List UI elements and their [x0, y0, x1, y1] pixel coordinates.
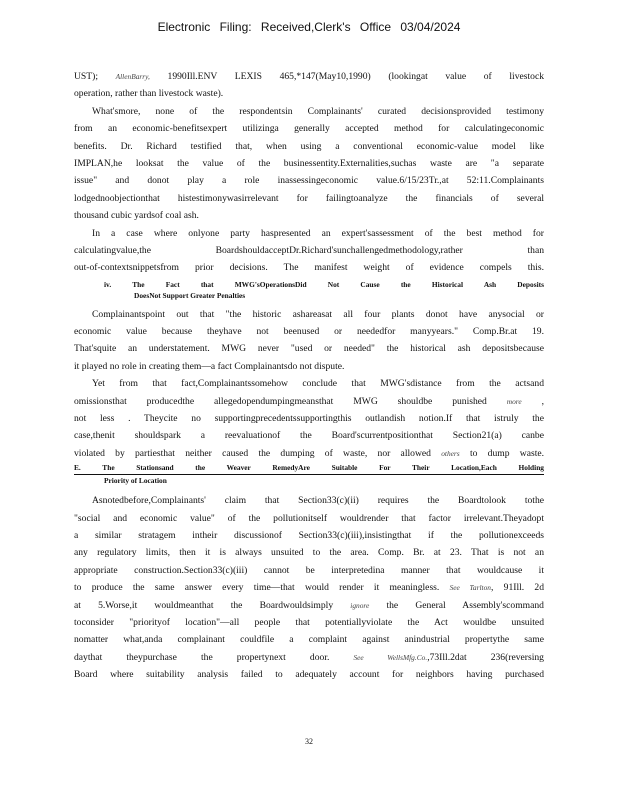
- text-line: not less . Theycite no supportingprecedentssupportingthis outlandish notion.If that istruly the: [74, 413, 544, 425]
- heading-line: iv. The Fact that MWG'sOperationsDid Not Cause the Historical Ash Deposits: [104, 279, 544, 289]
- paragraph-distance-from-acts: [74, 375, 544, 462]
- emphasis-text: more: [506, 396, 522, 406]
- heading-line: Priority of Location: [104, 476, 167, 486]
- filing-stamp-header: Electronic Filing: Received,Clerk's Office 03/04/2024: [157, 20, 461, 34]
- text-line: Complainantspoint out that "the historic ashareasat all four plants donot have anysocial or: [92, 308, 544, 320]
- text-line: any regulatory limits, then it is always unsuited to the area. Comp. Br. at 23. That is not an: [74, 547, 544, 559]
- page-number: 32: [305, 737, 313, 746]
- text-line: benefits. Dr. Richard testified that, when using a conventional economic-value model like: [74, 140, 544, 152]
- text-line: "social and economic value" of the pollutionitself wouldrender that factor irrelevant.Theyadopt: [74, 512, 544, 524]
- text-line: IMPLAN,he looksat the value of the businessentity.Externalities,suchas waste are "a separate: [74, 157, 544, 169]
- text-line: case,thenit shouldspark a reevaluationof the Board'scurrentpositionthat Section21(a) canbe: [74, 430, 544, 442]
- text-line: nomatter what,anda complainant couldfile a complaint against anindustrial propertythe same: [74, 634, 544, 646]
- section-heading-iv: [74, 279, 544, 301]
- text-line: Board where suitability analysis failed to adequately account for neighbors having purchased: [74, 669, 544, 681]
- text-line: calculatingvalue,the BoardshouldacceptDr.Richard'sunchallengedmethodology,rather than: [74, 244, 544, 256]
- case-citation: AllenBarry,: [115, 72, 150, 81]
- paragraph-best-method: [74, 225, 544, 277]
- document-body: [74, 68, 544, 684]
- text-line: lodgednoobjectionthat histestimonywasirrelevant for failingtoanalyze the financials of several: [74, 192, 544, 204]
- text-line: UST); AllenBarry, 1990Ill.ENV LEXIS 465,*147(May10,1990) (lookingat value of livestock: [74, 71, 544, 82]
- text-line: What'smore, none of the respondentsin Complainants' curated decisionsprovided testimony: [92, 105, 544, 117]
- text-line: to produce the same answer every time—that would render it meaningless. See Tarlton, 91Ill. 2d: [74, 582, 544, 594]
- text-line: it played no role in creating them—a fact Complainantsdo not dispute.: [74, 360, 345, 372]
- text-line: violated by partiesthat neither caused the dumping of waste, nor allowed others to dump waste.: [74, 447, 544, 459]
- paragraph-historic-ash: [74, 306, 544, 376]
- heading-line: E. The Stationsand the Weaver RemedyAre Suitable For Their Location,Each Holding: [74, 462, 544, 475]
- text-line: issue" and donot play a role inassessingeconomic value.6/15/23Tr.,at 52:11.Complainants: [74, 175, 544, 187]
- text-line: That'squite an understatement. MWG never "used or needed" the historical ash depositsbecause: [74, 343, 544, 355]
- text-line: daythat theypurchase the propertynext door. See WellsMfg.Co.,73Ill.2dat 236(reversing: [74, 651, 544, 663]
- text-line: operation, rather than livestock waste).: [74, 88, 224, 100]
- emphasis-text: others: [441, 448, 460, 458]
- text-line: toconsider "priorityof location"—all people that potentiallyviolate the Act wouldbe unsuited: [74, 616, 544, 628]
- emphasis-text: ignore: [350, 600, 370, 610]
- text-line: appropriate construction.Section33(c)(iii) cannot be interpretedina manner that wouldcause it: [74, 564, 544, 576]
- paragraph-expert-testimony: [74, 103, 544, 225]
- text-line: Yet from that fact,Complainantssomehow conclude that MWG'sdistance from the actsand: [92, 378, 544, 390]
- text-line: out-of-contextsnippetsfrom prior decisions. The manifest weight of evidence compels this.: [74, 262, 544, 274]
- heading-line: DoesNot Support Greater Penalties: [134, 290, 246, 300]
- text-line: thousand cubic yardsof coal ash.: [74, 210, 199, 222]
- text-line: from an economic-benefitsexpert utilizinga generally accepted method for calculatingeconomic: [74, 123, 544, 135]
- section-heading-e: [74, 462, 544, 486]
- text-line: In a case where onlyone party haspresented an expert'sassessment of the best method for: [92, 227, 544, 239]
- text-line: omissionsthat producedthe allegedopendumpingmeansthat MWG shouldbe punished more ,: [74, 395, 544, 407]
- text-line: at 5.Worse,it wouldmeanthat the Boardwouldsimply ignore the General Assembly'scommand: [74, 599, 544, 611]
- text-line: a similar stratagem intheir discussionof Section33(c)(iii),insistingthat if the pollutionexceeds: [74, 529, 544, 541]
- text-line: economic value because theyhave not beenused or neededfor manyyears." Comp.Br.at 19.: [74, 326, 544, 338]
- text-line: Asnotedbefore,Complainants' claim that Section33(c)(ii) requires the Boardtolook tothe: [92, 495, 544, 507]
- paragraph-continuation: [74, 68, 544, 103]
- paragraph-priority-location: [74, 492, 544, 683]
- case-citation: See Tarlton: [449, 583, 492, 593]
- case-citation: See WellsMfg.Co.: [353, 652, 428, 662]
